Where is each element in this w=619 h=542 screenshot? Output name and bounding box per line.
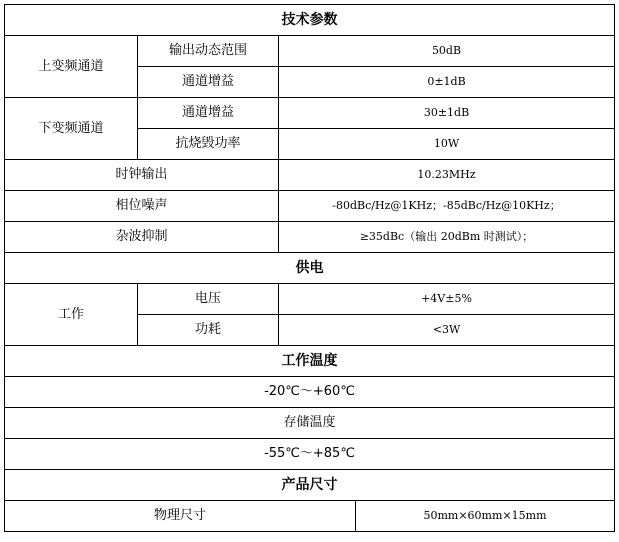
param-label: 相位噪声 <box>5 191 279 222</box>
table-row <box>5 501 615 532</box>
param-value: +4V±5% <box>279 284 615 315</box>
section-header-power <box>5 253 615 284</box>
param-label: 时钟输出 <box>5 160 279 191</box>
section-title: 技术参数 <box>5 5 615 36</box>
param-value: -20℃～+60℃ <box>5 377 615 408</box>
spec-table <box>4 4 615 532</box>
table-row <box>5 439 615 470</box>
param-value: 0±1dB <box>279 67 615 98</box>
group-label: 下变频通道 <box>5 98 138 160</box>
param-value: 50mm×60mm×15mm <box>356 501 615 532</box>
param-label: 输出动态范围 <box>138 36 279 67</box>
section-header-tech <box>5 5 615 36</box>
table-row <box>5 408 615 439</box>
param-value: <3W <box>279 315 615 346</box>
param-value: -80dBc/Hz@1KHz；-85dBc/Hz@10KHz； <box>279 191 615 222</box>
section-title: 产品尺寸 <box>5 470 615 501</box>
table-row <box>5 98 615 129</box>
param-label: 存储温度 <box>5 408 615 439</box>
section-title: 工作温度 <box>5 346 615 377</box>
group-label: 上变频通道 <box>5 36 138 98</box>
section-header-temp <box>5 346 615 377</box>
group-label: 工作 <box>5 284 138 346</box>
section-header-size <box>5 470 615 501</box>
param-value: -55℃～+85℃ <box>5 439 615 470</box>
table-row <box>5 160 615 191</box>
param-value: 10.23MHz <box>279 160 615 191</box>
param-label: 电压 <box>138 284 279 315</box>
section-title: 供电 <box>5 253 615 284</box>
param-label: 杂波抑制 <box>5 222 279 253</box>
param-label: 通道增益 <box>138 67 279 98</box>
table-row <box>5 222 615 253</box>
param-value: 50dB <box>279 36 615 67</box>
param-value: 10W <box>279 129 615 160</box>
param-label: 功耗 <box>138 315 279 346</box>
table-row <box>5 191 615 222</box>
table-row <box>5 377 615 408</box>
param-label: 物理尺寸 <box>5 501 356 532</box>
param-value: ≥35dBc（输出 20dBm 时测试）； <box>279 222 615 253</box>
param-value: 30±1dB <box>279 98 615 129</box>
table-row <box>5 36 615 67</box>
param-label: 抗烧毁功率 <box>138 129 279 160</box>
param-label: 通道增益 <box>138 98 279 129</box>
table-row <box>5 284 615 315</box>
